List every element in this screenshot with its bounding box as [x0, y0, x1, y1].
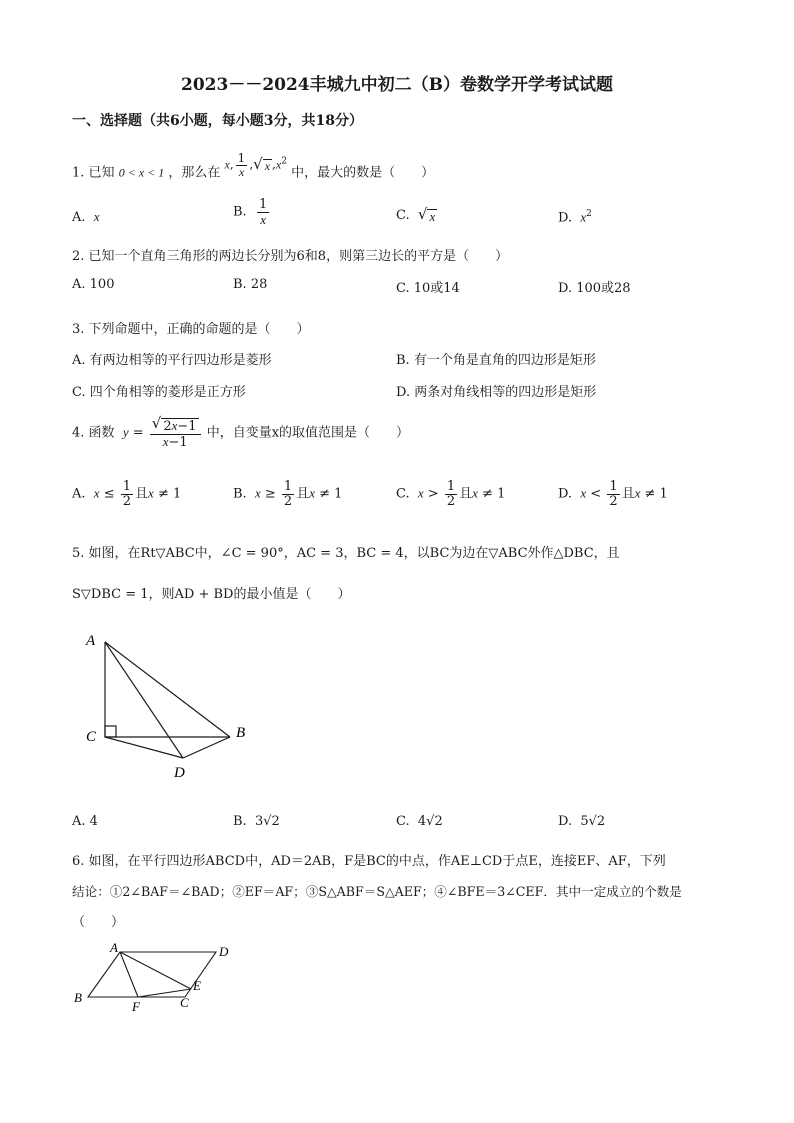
q1-option-a[interactable]: A. x — [72, 209, 100, 225]
q5-option-b[interactable]: B. 3√2 — [233, 814, 280, 829]
q4-option-c[interactable]: C. x > $\frac{1}{2}$ 且x ≠ 1 — [396, 479, 506, 509]
q3-option-a[interactable]: A. 有两边相等的平行四边形是菱形 — [72, 353, 272, 368]
q1-option-c[interactable]: C. √ x — [396, 205, 436, 224]
q1-mid: ，那么在 — [168, 165, 221, 181]
q4-option-d[interactable]: D. x < $\frac{1}{2}$ 且x ≠ 1 — [558, 479, 668, 509]
section-heading: 一、选择题（共6小题，每小题3分，共18分） — [72, 113, 363, 129]
q5-option-a[interactable]: A. 4 — [72, 814, 98, 829]
label-d: D — [174, 765, 185, 781]
label-c: C — [180, 995, 189, 1010]
label-b: B — [74, 990, 82, 1005]
question-6-line-2: 结论：①2∠BAF＝∠BAD；②EF＝AF；③S△ABF＝S△AEF；④∠BFE＝3∠CEF．其中一定成立的个数是 — [72, 884, 682, 899]
question-1 — [72, 151, 435, 186]
question-5-line-2: S▽DBC = 1，则AD + BD的最小值是（ ） — [72, 587, 351, 602]
label-b: B — [236, 725, 246, 741]
label-e: E — [193, 978, 201, 993]
q4-option-b[interactable]: B. x ≥ $\frac{1}{2}$ 且x ≠ 1 — [233, 479, 343, 509]
question-2: 2. 已知一个直角三角形的两边长分别为6和8，则第三边长的平方是（ ） — [72, 249, 509, 264]
question-6-line-1: 6. 如图，在平行四边形ABCD中，AD＝2AB，F是BC的中点，作AE⊥CD于点E，连接EF、AF，下列 — [72, 854, 666, 869]
q5-option-c[interactable]: C. 4√2 — [396, 814, 443, 829]
q2-option-c[interactable]: C. 10或14 — [396, 281, 460, 296]
q1-post: 中，最大的数是（ ） — [291, 165, 435, 181]
q3-option-c[interactable]: C. 四个角相等的菱形是正方形 — [72, 385, 246, 400]
q2-option-a[interactable]: A. 100 — [72, 277, 115, 292]
q2-option-d[interactable]: D. 100或28 — [558, 281, 631, 296]
q3-option-d[interactable]: D. 两条对角线相等的四边形是矩形 — [396, 385, 597, 400]
q1-option-b[interactable]: B. $\frac{1}{x}$ — [233, 197, 268, 227]
label-d: D — [219, 944, 229, 959]
question-4: 4. 函数 y = √ 2x−1 x−1 中，自变量x的取值范围是（ ） — [72, 414, 410, 451]
q5-triangle-figure — [78, 625, 268, 785]
q2-option-b[interactable]: B. 28 — [233, 277, 268, 292]
q4-option-a[interactable]: A. x ≤ $\frac{1}{2}$ 且x ≠ 1 — [72, 479, 182, 509]
page-title: 2023－－2024丰城九中初二（B）卷数学开学考试试题 — [181, 75, 613, 95]
q1-pre: 1. 已知 — [72, 165, 115, 181]
question-3: 3. 下列命题中，正确的命题的是（ ） — [72, 322, 310, 337]
label-c: C — [86, 729, 97, 745]
label-a: A — [110, 940, 118, 955]
question-5-line-1: 5. 如图，在Rt▽ABC中，∠C = 90°，AC = 3，BC = 4，以BC为边在▽ABC外作△DBC，且 — [72, 546, 620, 561]
label-a: A — [86, 633, 96, 649]
q1-condition: 0 < x < 1 — [118, 165, 165, 180]
label-f: F — [132, 999, 140, 1014]
q1-list: x, $\frac{1}{x}$ , √ x $,x^2$ — [224, 151, 287, 179]
q1-option-d[interactable]: D. $x^2$ — [558, 209, 592, 226]
q3-option-b[interactable]: B. 有一个角是直角的四边形是矩形 — [396, 353, 596, 368]
q5-option-d[interactable]: D. 5√2 — [558, 814, 606, 829]
q6-parallelogram-figure — [70, 938, 245, 1016]
question-6-line-3: （ ） — [72, 915, 125, 930]
